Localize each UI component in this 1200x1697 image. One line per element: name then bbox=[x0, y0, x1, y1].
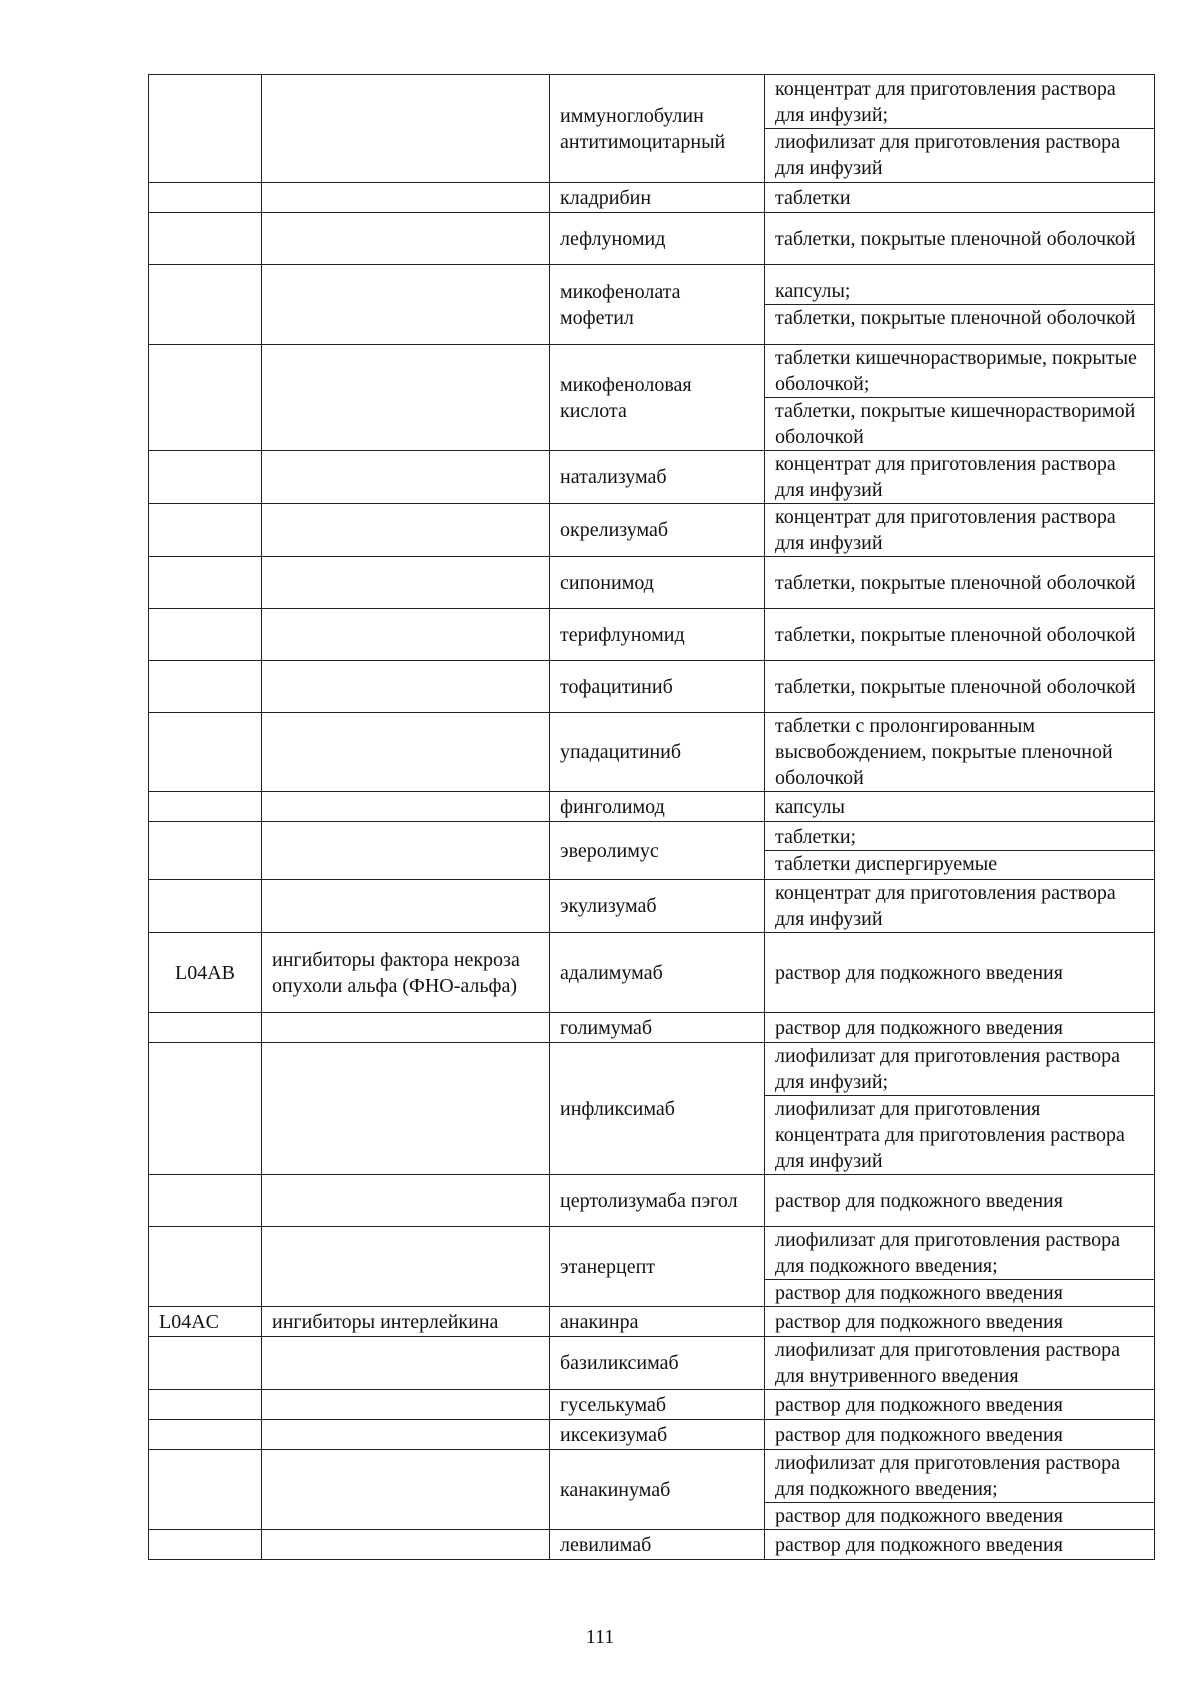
table-row bbox=[149, 1390, 1155, 1420]
table-row bbox=[149, 1175, 1155, 1227]
dosage-form: таблетки, покрытые пленочной оболочкой bbox=[775, 623, 1136, 646]
table-row bbox=[149, 933, 1155, 1013]
dosage-form-cell bbox=[765, 1530, 1155, 1560]
drug-name-cell: тофацитиниб bbox=[550, 661, 765, 713]
dosage-form-cell bbox=[765, 183, 1155, 213]
group-cell bbox=[262, 661, 550, 713]
drug-name-cell: базиликсимаб bbox=[550, 1337, 765, 1390]
atc-code-cell bbox=[149, 1420, 262, 1450]
dosage-form: раствор для подкожного введения bbox=[775, 1393, 1063, 1416]
group-cell bbox=[262, 713, 550, 792]
table-row bbox=[149, 213, 1155, 265]
drug-name-cell: анакинра bbox=[550, 1307, 765, 1337]
group-cell bbox=[262, 880, 550, 933]
atc-code-cell bbox=[149, 75, 262, 183]
dosage-form: лиофилизат для приготовления раствора для инфузий bbox=[765, 128, 1154, 181]
dosage-form-cell bbox=[765, 880, 1155, 933]
atc-code-cell bbox=[149, 880, 262, 933]
group-cell bbox=[262, 1450, 550, 1530]
atc-code-cell bbox=[149, 1530, 262, 1560]
table-row bbox=[149, 661, 1155, 713]
drug-name-cell: инфликсимаб bbox=[550, 1043, 765, 1175]
table-row bbox=[149, 183, 1155, 213]
table-row bbox=[149, 557, 1155, 609]
dosage-form-cell bbox=[765, 1337, 1155, 1390]
table-row bbox=[149, 1337, 1155, 1390]
dosage-form: раствор для подкожного введения bbox=[775, 1423, 1063, 1446]
dosage-form-cell bbox=[765, 1013, 1155, 1043]
atc-code-cell bbox=[149, 1337, 262, 1390]
drug-name-cell: этанерцепт bbox=[550, 1227, 765, 1307]
atc-code-cell bbox=[149, 1043, 262, 1175]
group-cell bbox=[262, 504, 550, 557]
dosage-form: таблетки с пролонгированным высвобождением, покрытые пленочной оболочкой bbox=[775, 715, 1113, 789]
atc-code-cell bbox=[149, 213, 262, 265]
drug-name-cell: сипонимод bbox=[550, 557, 765, 609]
dosage-form: концентрат для приготовления раствора для инфузий bbox=[775, 453, 1116, 501]
atc-code-cell bbox=[149, 265, 262, 345]
dosage-form-cell bbox=[765, 713, 1155, 792]
table-row bbox=[149, 451, 1155, 504]
dosage-form: таблетки, покрытые пленочной оболочкой bbox=[775, 571, 1136, 594]
dosage-form: таблетки диспергируемые bbox=[765, 850, 1154, 877]
dosage-form: раствор для подкожного введения bbox=[775, 1016, 1063, 1039]
page-number: 111 bbox=[585, 1626, 615, 1648]
group-cell: ингибиторы фактора некроза опухоли альфа (ФНО-альфа) bbox=[262, 933, 550, 1013]
group-cell bbox=[262, 1530, 550, 1560]
drug-name-cell: гуселькумаб bbox=[550, 1390, 765, 1420]
table-row bbox=[149, 880, 1155, 933]
dosage-form-cell bbox=[765, 557, 1155, 609]
group-cell bbox=[262, 792, 550, 822]
dosage-form: раствор для подкожного введения bbox=[775, 1310, 1063, 1333]
drug-name-cell: терифлуномид bbox=[550, 609, 765, 661]
dosage-form-cell bbox=[765, 504, 1155, 557]
drug-name-cell: цертолизумаба пэгол bbox=[550, 1175, 765, 1227]
table-row bbox=[149, 75, 1155, 183]
drug-name-cell: иммуноглобулин антитимоцитарный bbox=[550, 75, 765, 183]
dosage-form: лиофилизат для приготовления раствора для внутривенного введения bbox=[775, 1339, 1121, 1387]
atc-code-cell bbox=[149, 1390, 262, 1420]
atc-code-cell bbox=[149, 183, 262, 213]
group-cell bbox=[262, 213, 550, 265]
group-cell bbox=[262, 1420, 550, 1450]
group-cell bbox=[262, 451, 550, 504]
dosage-form-cell bbox=[765, 345, 1155, 451]
table-row bbox=[149, 713, 1155, 792]
table-row bbox=[149, 609, 1155, 661]
dosage-form-cell bbox=[765, 822, 1155, 880]
dosage-form: таблетки, покрытые пленочной оболочкой bbox=[765, 304, 1154, 331]
dosage-form-cell bbox=[765, 1307, 1155, 1337]
atc-code-cell bbox=[149, 451, 262, 504]
table-row bbox=[149, 345, 1155, 451]
atc-code-cell bbox=[149, 1450, 262, 1530]
atc-code-cell bbox=[149, 713, 262, 792]
dosage-form: лиофилизат для приготовления раствора для подкожного введения; bbox=[775, 1229, 1121, 1277]
table-row bbox=[149, 1043, 1155, 1175]
dosage-form: раствор для подкожного введения bbox=[775, 1533, 1063, 1556]
dosage-form-cell bbox=[765, 661, 1155, 713]
dosage-form-cell bbox=[765, 1175, 1155, 1227]
dosage-form-cell bbox=[765, 1227, 1155, 1307]
drug-name-cell: иксекизумаб bbox=[550, 1420, 765, 1450]
atc-code-cell bbox=[149, 1227, 262, 1307]
group-cell bbox=[262, 265, 550, 345]
dosage-form: таблетки, покрытые пленочной оболочкой bbox=[775, 675, 1136, 698]
atc-code-cell bbox=[149, 822, 262, 880]
drug-name-cell: лефлуномид bbox=[550, 213, 765, 265]
table-row bbox=[149, 822, 1155, 880]
drug-name-cell: натализумаб bbox=[550, 451, 765, 504]
table-row bbox=[149, 1013, 1155, 1043]
dosage-form: раствор для подкожного введения bbox=[765, 1502, 1154, 1529]
dosage-form-cell bbox=[765, 451, 1155, 504]
dosage-form-cell bbox=[765, 1390, 1155, 1420]
dosage-form: таблетки кишечнорастворимые, покрытые оболочкой; bbox=[775, 347, 1137, 395]
atc-code-cell bbox=[149, 661, 262, 713]
drug-name-cell: левилимаб bbox=[550, 1530, 765, 1560]
dosage-form: капсулы bbox=[775, 795, 845, 818]
dosage-form-cell bbox=[765, 213, 1155, 265]
drug-name-cell: кладрибин bbox=[550, 183, 765, 213]
table-row bbox=[149, 504, 1155, 557]
dosage-form-cell bbox=[765, 609, 1155, 661]
dosage-form: таблетки, покрытые пленочной оболочкой bbox=[775, 227, 1136, 250]
drug-table-body bbox=[149, 75, 1155, 1560]
group-cell bbox=[262, 609, 550, 661]
drug-name-cell: экулизумаб bbox=[550, 880, 765, 933]
group-cell bbox=[262, 345, 550, 451]
drug-name-cell: окрелизумаб bbox=[550, 504, 765, 557]
group-cell bbox=[262, 1175, 550, 1227]
atc-code-cell bbox=[149, 345, 262, 451]
dosage-form: раствор для подкожного введения bbox=[775, 1189, 1063, 1212]
drug-name-cell: микофенолата мофетил bbox=[550, 265, 765, 345]
drug-name-cell: канакинумаб bbox=[550, 1450, 765, 1530]
drug-table bbox=[148, 74, 1155, 1560]
dosage-form: концентрат для приготовления раствора для инфузий; bbox=[775, 78, 1116, 126]
drug-name-cell: упадацитиниб bbox=[550, 713, 765, 792]
table-row bbox=[149, 1227, 1155, 1307]
dosage-form: лиофилизат для приготовления раствора для подкожного введения; bbox=[775, 1452, 1121, 1500]
dosage-form: лиофилизат для приготовления раствора для инфузий; bbox=[775, 1045, 1121, 1093]
drug-name-cell: финголимод bbox=[550, 792, 765, 822]
group-cell bbox=[262, 1227, 550, 1307]
dosage-form-cell bbox=[765, 1450, 1155, 1530]
table-row bbox=[149, 792, 1155, 822]
table-row bbox=[149, 1450, 1155, 1530]
dosage-form: капсулы; bbox=[775, 280, 851, 302]
group-cell bbox=[262, 557, 550, 609]
group-cell bbox=[262, 183, 550, 213]
group-cell bbox=[262, 1390, 550, 1420]
dosage-form-cell bbox=[765, 1043, 1155, 1175]
table-row bbox=[149, 1307, 1155, 1337]
group-cell bbox=[262, 1013, 550, 1043]
group-cell bbox=[262, 1337, 550, 1390]
dosage-form: концентрат для приготовления раствора для инфузий bbox=[775, 882, 1116, 930]
dosage-form-cell bbox=[765, 75, 1155, 183]
atc-code-cell bbox=[149, 1175, 262, 1227]
group-cell bbox=[262, 1043, 550, 1175]
atc-code-cell bbox=[149, 609, 262, 661]
drug-name-cell: адалимумаб bbox=[550, 933, 765, 1013]
atc-code-cell bbox=[149, 557, 262, 609]
drug-name-cell: микофеноловая кислота bbox=[550, 345, 765, 451]
drug-name-cell: голимумаб bbox=[550, 1013, 765, 1043]
table-row bbox=[149, 265, 1155, 345]
table-row bbox=[149, 1420, 1155, 1450]
dosage-form: концентрат для приготовления раствора для инфузий bbox=[775, 506, 1116, 554]
dosage-form-cell bbox=[765, 792, 1155, 822]
dosage-form: таблетки; bbox=[775, 826, 857, 848]
drug-name-cell: эверолимус bbox=[550, 822, 765, 880]
dosage-form-cell bbox=[765, 265, 1155, 345]
atc-code-cell: L04AB bbox=[149, 933, 262, 1013]
atc-code-cell bbox=[149, 504, 262, 557]
group-cell: ингибиторы интерлейкина bbox=[262, 1307, 550, 1337]
group-cell bbox=[262, 822, 550, 880]
group-cell bbox=[262, 75, 550, 183]
dosage-form: таблетки bbox=[775, 186, 851, 209]
dosage-form: лиофилизат для приготовления концентрата для приготовления раствора для инфузий bbox=[765, 1095, 1154, 1174]
atc-code-cell bbox=[149, 1013, 262, 1043]
dosage-form-cell bbox=[765, 1420, 1155, 1450]
atc-code-cell bbox=[149, 792, 262, 822]
dosage-form-cell bbox=[765, 933, 1155, 1013]
dosage-form: таблетки, покрытые кишечнорастворимой оболочкой bbox=[765, 397, 1154, 450]
dosage-form: раствор для подкожного введения bbox=[775, 961, 1063, 984]
dosage-form: раствор для подкожного введения bbox=[765, 1279, 1154, 1306]
atc-code-cell: L04AC bbox=[149, 1307, 262, 1337]
table-row bbox=[149, 1530, 1155, 1560]
